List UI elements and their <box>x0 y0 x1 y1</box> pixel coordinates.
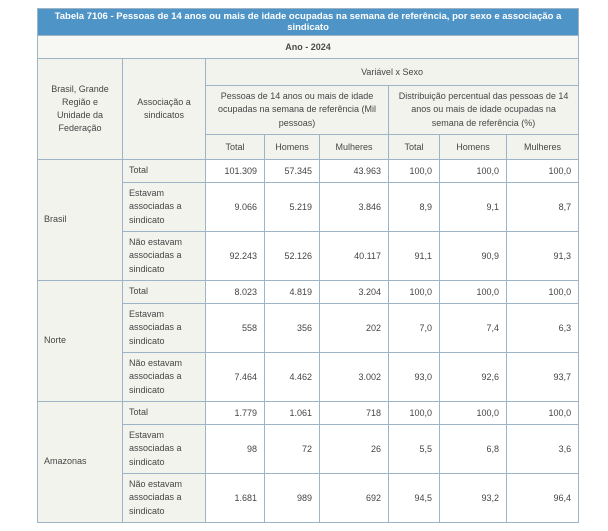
value-cell: 4.462 <box>265 353 320 402</box>
value-cell: 57.345 <box>265 160 320 183</box>
region-cell-norte: Norte <box>38 281 123 402</box>
value-cell: 1.779 <box>206 402 265 425</box>
period-label: Ano - 2024 <box>38 36 579 59</box>
value-cell: 989 <box>265 474 320 523</box>
table-row <box>38 281 579 304</box>
value-cell: 692 <box>320 474 389 523</box>
value-cell: 6,3 <box>507 304 579 353</box>
association-cell: Estavam associadas a sindicato <box>123 183 206 232</box>
value-cell: 52.126 <box>265 232 320 281</box>
col-header-region: Brasil, Grande Região e Unidade da Federação <box>38 59 123 160</box>
col-header-homens-pct: Homens <box>440 135 507 160</box>
col-header-mulheres-mil: Mulheres <box>320 135 389 160</box>
value-cell: 92,6 <box>440 353 507 402</box>
value-cell: 91,3 <box>507 232 579 281</box>
col-group-variable-sexo: Variável x Sexo <box>206 59 579 86</box>
value-cell: 202 <box>320 304 389 353</box>
col-group-percent: Distribuição percentual das pessoas de 14 anos ou mais de idade ocupadas na semana de referência (%) <box>389 86 579 135</box>
value-cell: 1.061 <box>265 402 320 425</box>
value-cell: 8,7 <box>507 183 579 232</box>
association-cell: Não estavam associadas a sindicato <box>123 353 206 402</box>
value-cell: 718 <box>320 402 389 425</box>
value-cell: 6,8 <box>440 425 507 474</box>
value-cell: 100,0 <box>440 281 507 304</box>
value-cell: 100,0 <box>507 160 579 183</box>
region-cell-amazonas: Amazonas <box>38 402 123 523</box>
col-header-mulheres-pct: Mulheres <box>507 135 579 160</box>
header-row-variable <box>38 59 579 86</box>
value-cell: 100,0 <box>507 402 579 425</box>
table-title: Tabela 7106 - Pessoas de 14 anos ou mais de idade ocupadas na semana de referência, por sexo e associação a sindicato <box>38 9 579 36</box>
value-cell: 5,5 <box>389 425 440 474</box>
value-cell: 356 <box>265 304 320 353</box>
value-cell: 8,9 <box>389 183 440 232</box>
title-row <box>38 9 579 36</box>
value-cell: 3.846 <box>320 183 389 232</box>
value-cell: 101.309 <box>206 160 265 183</box>
value-cell: 26 <box>320 425 389 474</box>
value-cell: 5.219 <box>265 183 320 232</box>
value-cell: 7,4 <box>440 304 507 353</box>
association-cell: Estavam associadas a sindicato <box>123 304 206 353</box>
value-cell: 100,0 <box>389 160 440 183</box>
value-cell: 93,0 <box>389 353 440 402</box>
results-table-container <box>37 8 578 523</box>
value-cell: 100,0 <box>440 402 507 425</box>
value-cell: 8.023 <box>206 281 265 304</box>
value-cell: 90,9 <box>440 232 507 281</box>
table-row <box>38 160 579 183</box>
value-cell: 100,0 <box>507 281 579 304</box>
value-cell: 93,7 <box>507 353 579 402</box>
value-cell: 94,5 <box>389 474 440 523</box>
value-cell: 98 <box>206 425 265 474</box>
period-row <box>38 36 579 59</box>
col-group-thousand: Pessoas de 14 anos ou mais de idade ocupadas na semana de referência (Mil pessoas) <box>206 86 389 135</box>
value-cell: 558 <box>206 304 265 353</box>
col-header-association: Associação a sindicatos <box>123 59 206 160</box>
table-row <box>38 402 579 425</box>
value-cell: 7,0 <box>389 304 440 353</box>
value-cell: 100,0 <box>440 160 507 183</box>
value-cell: 100,0 <box>389 402 440 425</box>
value-cell: 3.204 <box>320 281 389 304</box>
value-cell: 93,2 <box>440 474 507 523</box>
value-cell: 92.243 <box>206 232 265 281</box>
value-cell: 9,1 <box>440 183 507 232</box>
value-cell: 7.464 <box>206 353 265 402</box>
results-table <box>37 8 579 523</box>
association-cell: Não estavam associadas a sindicato <box>123 474 206 523</box>
value-cell: 1.681 <box>206 474 265 523</box>
region-cell-brasil: Brasil <box>38 160 123 281</box>
value-cell: 96,4 <box>507 474 579 523</box>
value-cell: 43.963 <box>320 160 389 183</box>
association-cell: Total <box>123 160 206 183</box>
association-cell: Não estavam associadas a sindicato <box>123 232 206 281</box>
value-cell: 72 <box>265 425 320 474</box>
association-cell: Total <box>123 402 206 425</box>
value-cell: 100,0 <box>389 281 440 304</box>
col-header-total-pct: Total <box>389 135 440 160</box>
col-header-homens-mil: Homens <box>265 135 320 160</box>
value-cell: 91,1 <box>389 232 440 281</box>
value-cell: 4.819 <box>265 281 320 304</box>
col-header-total-mil: Total <box>206 135 265 160</box>
association-cell: Estavam associadas a sindicato <box>123 425 206 474</box>
value-cell: 3,6 <box>507 425 579 474</box>
value-cell: 3.002 <box>320 353 389 402</box>
value-cell: 40.117 <box>320 232 389 281</box>
association-cell: Total <box>123 281 206 304</box>
value-cell: 9.066 <box>206 183 265 232</box>
